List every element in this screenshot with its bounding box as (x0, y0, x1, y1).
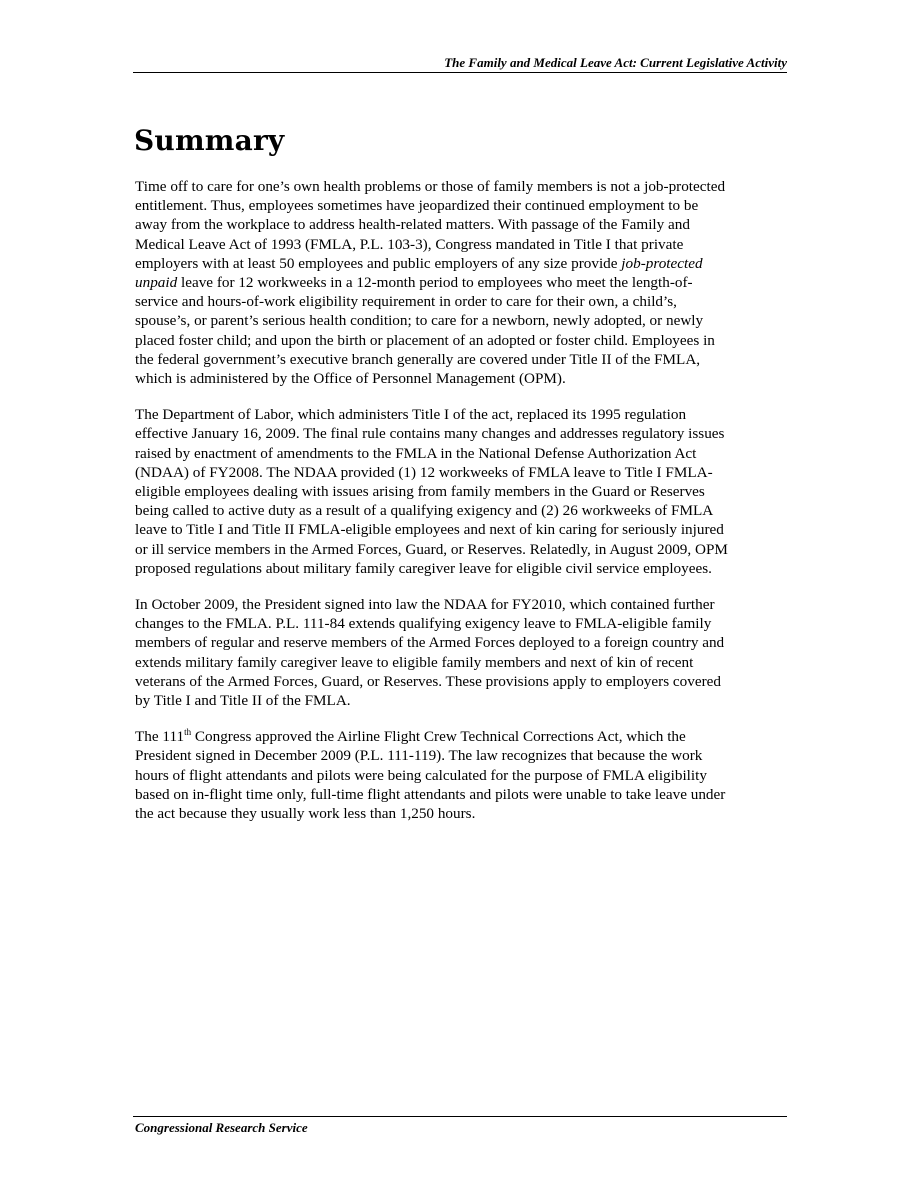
text-line: raised by enactment of amendments to the FMLA in the National Defense Authorization Act (135, 444, 697, 462)
text-fragment: The 111 (135, 728, 185, 746)
text-line: Medical Leave Act of 1993 (FMLA, P.L. 103-3), Congress mandated in Title I that private (135, 235, 684, 253)
footer-divider (133, 1116, 787, 1117)
text-line: spouse’s, or parent’s serious health condition; to care for a newborn, newly adopted, or newly (135, 312, 704, 330)
running-footer: Congressional Research Service (135, 1120, 308, 1135)
text-line: extends military family caregiver leave to eligible family members and next of kin of recent (135, 653, 694, 671)
text-line: proposed regulations about military family caregiver leave for eligible civil service employees. (135, 559, 712, 577)
emphasis-unpaid: unpaid (135, 274, 178, 292)
paragraph-1 (135, 177, 785, 388)
text-line: leave to Title I and Title II FMLA-eligible employees and next of kin caring for seriously injured (135, 521, 724, 539)
running-header: The Family and Medical Leave Act: Current Legislative Activity (444, 55, 787, 70)
text-line: changes to the FMLA. P.L. 111-84 extends qualifying exigency leave to FMLA-eligible family (135, 615, 712, 633)
text-line: placed foster child; and upon the birth or placement of an adopted or foster child. Employees in (135, 331, 715, 349)
text-line (135, 727, 785, 746)
text-line: The Department of Labor, which administers Title I of the act, replaced its 1995 regulation (135, 406, 687, 424)
text-line: the federal government’s executive branch generally are covered under Title II of the FMLA, (135, 350, 701, 368)
text-line: members of regular and reserve members of the Armed Forces deployed to a foreign country and (135, 634, 725, 652)
header-divider (133, 72, 787, 73)
text-line: being called to active duty as a result of a qualifying exigency and (2) 26 workweeks of FMLA (135, 502, 714, 520)
text-line: President signed in December 2009 (P.L. 111-119). The law recognizes that because the work (135, 747, 703, 765)
text-line: away from the workplace to address health-related matters. With passage of the Family and (135, 216, 690, 234)
text-line: or ill service members in the Armed Forces, Guard, or Reserves. Relatedly, in August 2009, OPM (135, 540, 728, 558)
text-line (135, 273, 785, 292)
text-line: service and hours-of-work eligibility requirement in order to care for their own, a child’s, (135, 293, 677, 311)
ordinal-superscript: th (184, 727, 192, 738)
text-fragment: Congress approved the Airline Flight Crew Technical Corrections Act, which the (191, 728, 686, 746)
text-line (135, 254, 785, 273)
text-line: Time off to care for one’s own health problems or those of family members is not a job-protected (135, 178, 726, 195)
text-line: veterans of the Armed Forces, Guard, or Reserves. These provisions apply to employers covered (135, 672, 721, 690)
paragraph-3 (135, 595, 785, 710)
text-line: hours of flight attendants and pilots were being calculated for the purpose of FMLA eligibility (135, 766, 707, 784)
text-line: by Title I and Title II of the FMLA. (135, 692, 351, 710)
page-title: Summary (134, 124, 285, 157)
text-fragment: leave for 12 workweeks in a 12-month period to employees who meet the length-of- (177, 274, 693, 292)
summary-body (135, 177, 785, 840)
text-line: the act because they usually work less than 1,250 hours. (135, 805, 476, 823)
text-line: effective January 16, 2009. The final rule contains many changes and addresses regulatory issues (135, 425, 725, 443)
text-line: (NDAA) of FY2008. The NDAA provided (1) 12 workweeks of FMLA leave to Title I FMLA- (135, 463, 713, 481)
paragraph-2 (135, 405, 785, 578)
text-fragment: employers with at least 50 employees and public employers of any size provide (135, 254, 622, 272)
text-line: based on in-flight time only, full-time flight attendants and pilots were unable to take leave under (135, 785, 726, 803)
text-line: which is administered by the Office of Personnel Management (OPM). (135, 370, 566, 388)
text-line: In October 2009, the President signed into law the NDAA for FY2010, which contained further (135, 596, 715, 614)
text-line: eligible employees dealing with issues arising from family members in the Guard or Reserves (135, 483, 705, 501)
text-line: entitlement. Thus, employees sometimes have jeopardized their continued employment to be (135, 197, 699, 215)
paragraph-4 (135, 727, 785, 823)
emphasis-job-protected: job-protected (621, 254, 703, 272)
